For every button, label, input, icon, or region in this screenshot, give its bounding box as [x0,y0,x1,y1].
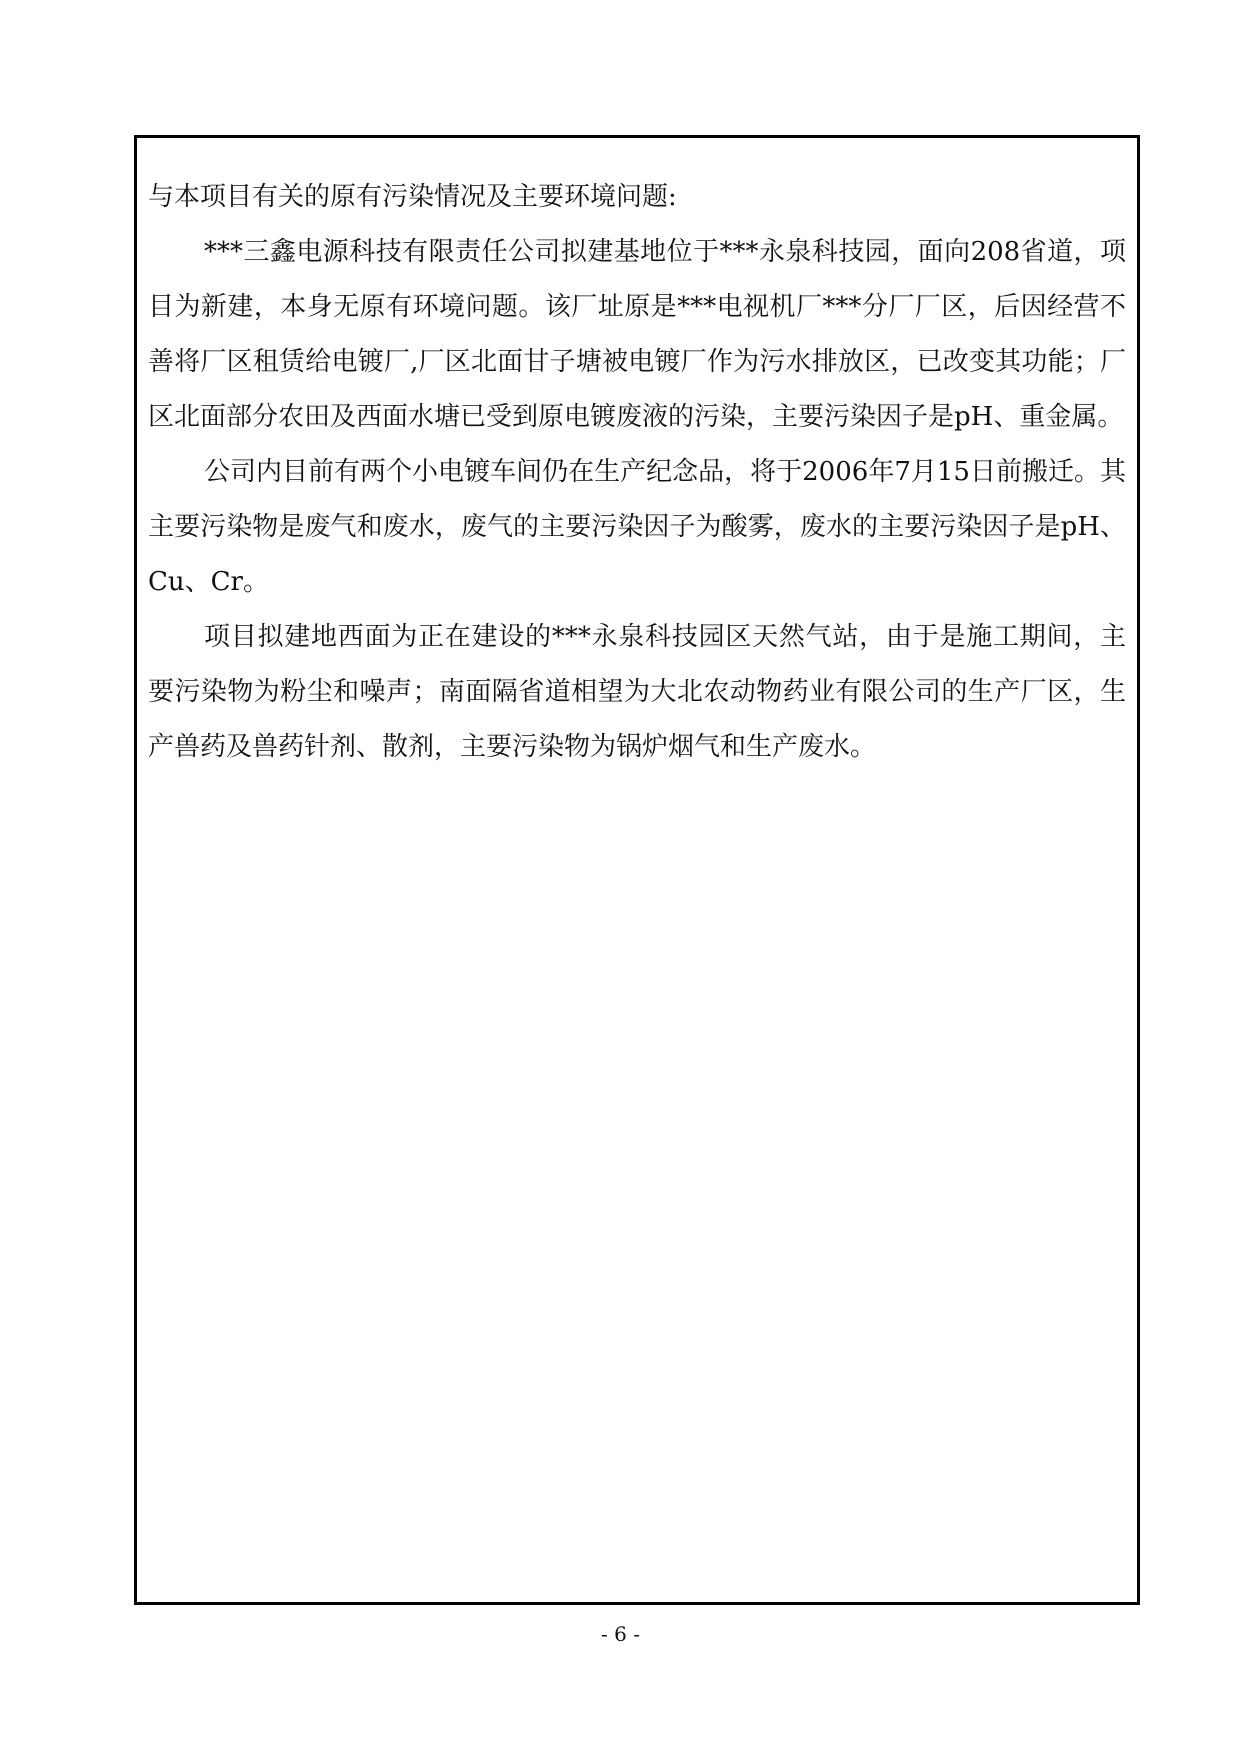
paragraph-electroplating-workshops: 公司内目前有两个小电镀车间仍在生产纪念品，将于2006年7月15日前搬迁。其主要污染物是废气和废水，废气的主要污染因子为酸雾，废水的主要污染因子是pH、Cu、Cr。 [148,457,1126,597]
paragraph-site-background: ***三鑫电源科技有限责任公司拟建基地位于***永泉科技园，面向208省道，项目为新建，本身无原有环境问题。该厂址原是***电视机厂***分厂厂区，后因经营不善将厂区租赁给电镀厂,厂区北面甘子塘被电镀厂作为污水排放区，已改变其功能；厂区北面部分农田及西面水塘已受到原电镀废液的污染，主要污染因子是pH、重金属。 [148,237,1126,432]
paragraph-surroundings: 项目拟建地西面为正在建设的***永泉科技园区天然气站，由于是施工期间，主要污染物为粉尘和噪声；南面隔省道相望为大北农动物药业有限公司的生产厂区，生产兽药及兽药针剂、散剂，主要污染物为锅炉烟气和生产废水。 [148,622,1126,762]
section-heading: 与本项目有关的原有污染情况及主要环境问题: [148,182,677,212]
document-body [148,170,1126,775]
page-number: - 6 - [601,1622,640,1646]
